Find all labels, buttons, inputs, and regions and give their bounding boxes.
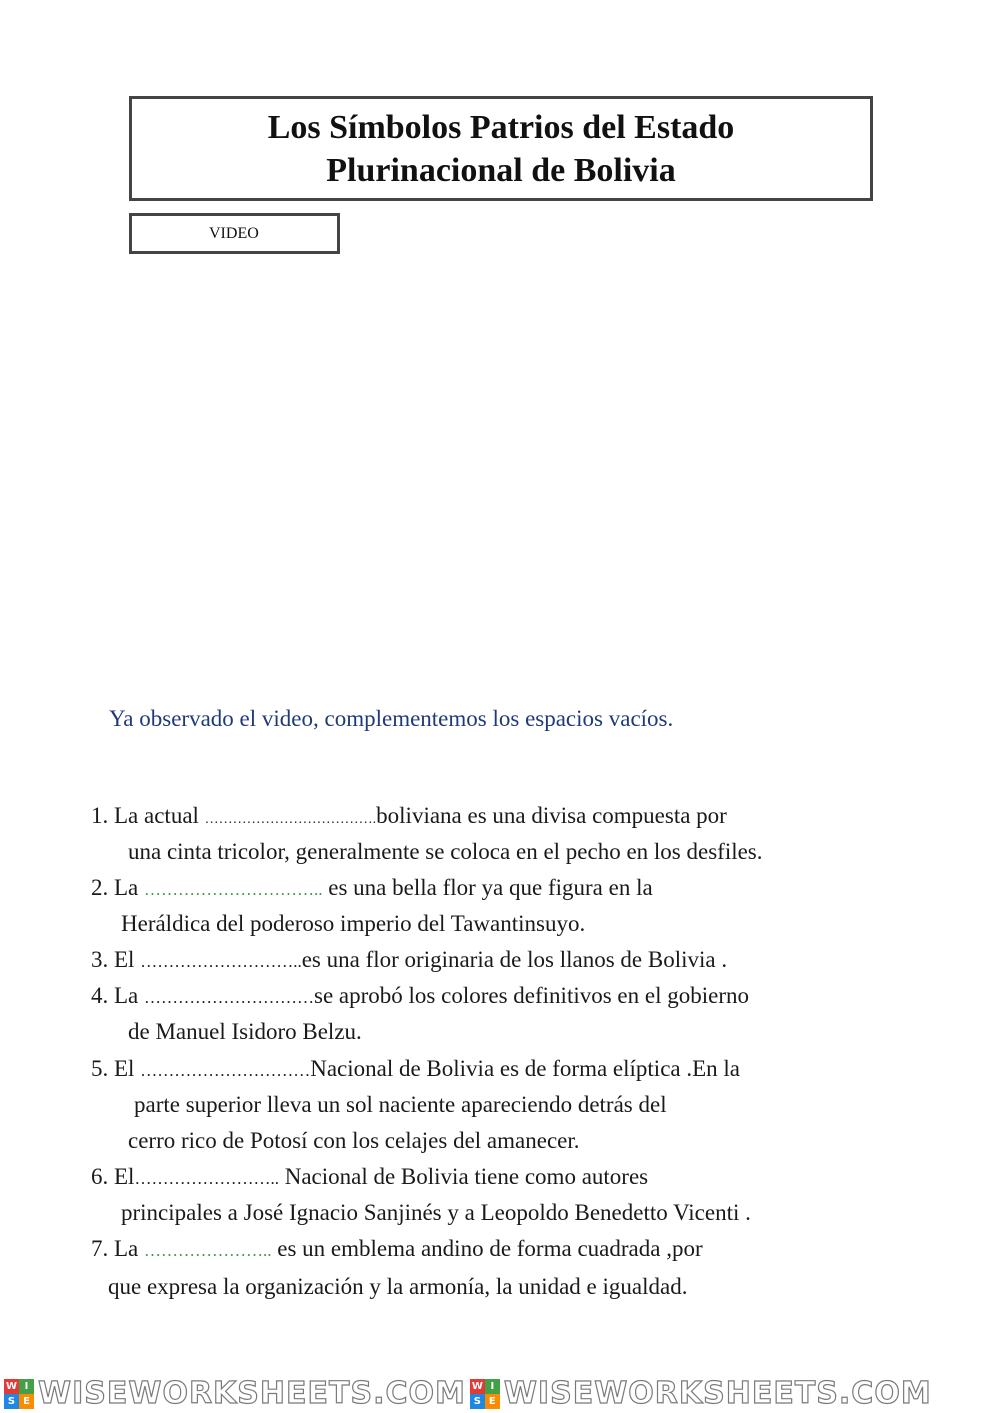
item-text-pre: La <box>114 1236 145 1261</box>
blank-field-3[interactable]: ……………………….. <box>140 952 302 971</box>
watermark-text: WISEWORKSHEETS.COM <box>503 1376 932 1411</box>
item-text-pre: El <box>114 1164 135 1189</box>
item-number: 3. <box>91 947 109 972</box>
logo-letter: E <box>485 1394 500 1409</box>
item-text-post: Nacional de Bolivia es de forma elíptica .En la <box>310 1056 741 1081</box>
instruction-text: Ya observado el video, complementemos los espacios vacíos. <box>109 706 674 731</box>
watermark <box>0 1374 466 1413</box>
list-item-3 <box>91 945 727 977</box>
watermark <box>466 1374 932 1413</box>
list-item-4-cont: de Manuel Isidoro Belzu. <box>128 1019 362 1044</box>
list-item-5-cont-1: parte superior lleva un sol naciente apareciendo detrás del <box>134 1092 667 1117</box>
logo-letter: S <box>4 1394 19 1409</box>
logo-letter: E <box>19 1394 34 1409</box>
video-label: VIDEO <box>209 225 259 242</box>
item-text-post: es una flor originaria de los llanos de Bolivia . <box>301 947 728 972</box>
list-item-4 <box>91 981 749 1013</box>
list-item-7 <box>91 1234 703 1266</box>
list-item-2 <box>91 873 653 905</box>
list-item-6-cont: principales a José Ignacio Sanjinés y a Leopoldo Benedetto Vicenti . <box>121 1200 751 1225</box>
watermark-footer <box>0 1374 1000 1413</box>
video-placeholder[interactable] <box>129 213 340 254</box>
item-number: 5. <box>91 1056 109 1081</box>
list-item-7-cont: que expresa la organización y la armonía, la unidad e igualdad. <box>108 1274 688 1299</box>
title-line-1: Los Símbolos Patrios del Estado <box>267 108 735 146</box>
list-item-1-cont: una cinta tricolor, generalmente se coloca en el pecho en los desfiles. <box>128 839 763 864</box>
logo-letter: W <box>5 1380 18 1392</box>
item-text-post: es un emblema andino de forma cuadrada ,por <box>271 1236 703 1261</box>
list-item-5-cont-2: cerro rico de Potosí con los celajes del amanecer. <box>128 1128 580 1153</box>
title-line-2: Plurinacional de Bolivia <box>326 151 676 189</box>
watermark-logo-icon <box>470 1379 500 1409</box>
item-text-pre: La actual <box>114 803 205 828</box>
logo-letter: S <box>470 1394 485 1409</box>
page-title <box>268 106 735 192</box>
item-text-post: es una bella flor ya que figura en la <box>322 875 653 900</box>
item-number: 1. <box>91 803 109 828</box>
item-number: 4. <box>91 983 109 1008</box>
list-item-5 <box>91 1054 740 1086</box>
item-text-post: Nacional de Bolivia tiene como autores <box>278 1164 649 1189</box>
blank-field-1[interactable]: ………………………………. <box>204 812 377 827</box>
title-box <box>129 96 873 201</box>
item-number: 6. <box>91 1164 109 1189</box>
logo-letter: I <box>485 1379 500 1394</box>
item-text-pre: El <box>114 1056 141 1081</box>
blank-field-4[interactable]: ………………………… <box>144 988 315 1007</box>
item-text-pre: El <box>114 947 141 972</box>
blank-field-5[interactable]: ………………………… <box>140 1061 311 1080</box>
item-text-post: boliviana es una divisa compuesta por <box>376 803 727 828</box>
list-item-6 <box>91 1162 648 1194</box>
blank-field-2[interactable]: ………………………….. <box>144 880 323 899</box>
logo-letter: I <box>19 1379 34 1394</box>
item-text-pre: La <box>114 875 145 900</box>
list-item-1 <box>91 801 727 835</box>
blank-field-6[interactable]: …………………….. <box>134 1169 279 1188</box>
watermark-logo-icon <box>4 1379 34 1409</box>
item-number: 7. <box>91 1236 109 1261</box>
blank-field-7[interactable]: ………………….. <box>144 1241 272 1260</box>
list-item-2-cont: Heráldica del poderoso imperio del Tawantinsuyo. <box>121 911 586 936</box>
item-number: 2. <box>91 875 109 900</box>
logo-letter: W <box>471 1380 483 1392</box>
item-text-pre: La <box>114 983 145 1008</box>
item-text-post: se aprobó los colores definitivos en el gobierno <box>314 983 749 1008</box>
watermark-text: WISEWORKSHEETS.COM <box>38 1376 466 1411</box>
